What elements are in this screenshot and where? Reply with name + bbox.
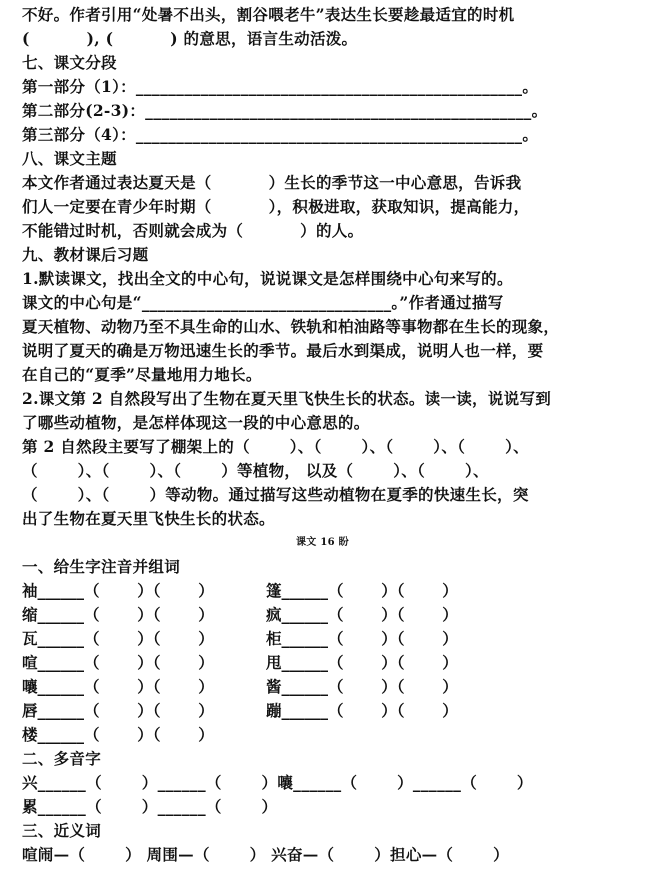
text-line: 课文的中心句是“_______________________________。”作者通过描写 [22,293,504,312]
polyphone-line: 累______（ ）______（ ） [22,797,278,816]
section-heading: 一、给生字注音并组词 [22,557,181,576]
section-heading: 七、课文分段 [22,53,117,72]
char-row-left: 缩______（ ）（ ） [22,605,214,624]
text-line: 不好。作者引用“处暑不出头，割谷喂老牛”表达生长要趁最适宜的时机 [22,5,515,24]
text-line: 本文作者通过表达夏天是（ ）生长的季节这一中心意思，告诉我 [22,173,522,192]
fill-blank-line: 第一部分（1）：________________________________________________。 [22,77,539,96]
char-row-right: 篷______（ ）（ ） [266,581,458,600]
char-row-left: 楼______（ ）（ ） [22,725,214,744]
char-row-right: 甩______（ ）（ ） [266,653,458,672]
text-line: 不能错过时机，否则就会成为（ ）的人。 [22,221,364,240]
text-line: 了哪些动植物，是怎样体现这一段的中心意思的。 [22,413,370,432]
char-row-left: 袖______（ ）（ ） [22,581,214,600]
text-line: （ ）、（ ）、（ ）等植物， 以及（ ）、（ ）、 [22,461,489,480]
text-line: 出了生物在夏天里飞快生长的状态。 [22,509,275,528]
section-heading: 九、教材课后习题 [22,245,149,264]
section-heading: 三、近义词 [22,821,102,840]
question-line: 2.课文第 2 自然段写出了生物在夏天里飞快生长的状态。读一读，说说写到 [22,389,552,408]
text-line: 说明了夏天的确是万物迅速生长的季节。最后水到渠成，说明人也一样，要 [22,341,544,360]
char-row-left: 瓦______（ ）（ ） [22,629,214,648]
fill-blank-line: 第三部分（4）：________________________________________________。 [22,125,539,144]
text-line: 第 2 自然段主要写了棚架上的（ ）、（ ）、（ ）、（ ）、 [22,437,529,456]
char-row-left: 嚷______（ ）（ ） [22,677,214,696]
text-line: （ ）、（ ）等动物。通过描写这些动植物在夏季的快速生长，突 [22,485,529,504]
section-heading: 二、多音字 [22,749,102,768]
char-row-left: 唇______（ ）（ ） [22,701,214,720]
section-heading: 八、课文主题 [22,149,117,168]
question-line: 1.默读课文，找出全文的中心句，说说课文是怎样围绕中心句来写的。 [22,269,513,288]
char-row-right: 柜______（ ）（ ） [266,629,458,648]
text-line: 们人一定要在青少年时期（ ），积极进取，获取知识，提高能力， [22,197,530,216]
fill-blank-line: 第二部分(2-3)：________________________________________________。 [22,101,548,120]
synonym-line: 喧闹—（ ） 周围—（ ） 兴奋—（ ）担心—（ ） [22,845,509,864]
lesson-title: 课文 16 盼 [296,537,349,548]
polyphone-line: 兴______（ ）______（ ）嚷______（ ）______（ ） [22,773,533,792]
text-line: 在自己的“夏季”尽量地用力地长。 [22,365,262,384]
char-row-right: 疯______（ ）（ ） [266,605,458,624]
text-line: 夏天植物、动物乃至不具生命的山水、铁轨和柏油路等事物都在生长的现象， [22,317,560,336]
char-row-right: 酱______（ ）（ ） [266,677,458,696]
char-row-left: 喧______（ ）（ ） [22,653,214,672]
text-line: ( ), ( ) 的意思，语言生动活泼。 [22,29,358,48]
char-row-right: 蹦______（ ）（ ） [266,701,458,720]
